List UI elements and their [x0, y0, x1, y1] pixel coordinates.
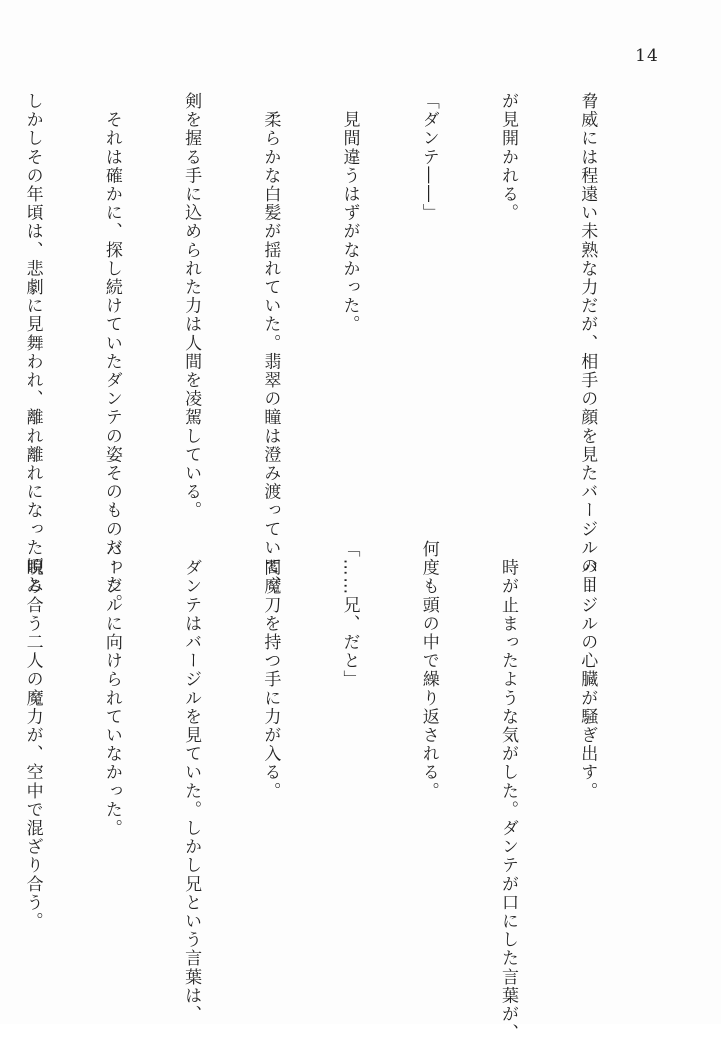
text-line: 見間違うはずがなかった。 — [339, 92, 360, 334]
vertical-text-block-top — [0, 92, 653, 613]
text-line: 剣を握る手に込められた力は人間を凌駕している。 — [181, 92, 202, 520]
text-line: ダンテはバージルを見ていた。しかし兄という言葉は、 — [181, 540, 202, 1024]
text-line: 「ダンテ――」 — [418, 92, 439, 223]
text-line: が見開かれる。 — [497, 92, 518, 223]
page-number: 14 — [635, 46, 659, 66]
text-line: バージルの心臓が騒ぎ出す。 — [577, 540, 598, 801]
text-line: 時が止まったような気がした。ダンテが口にした言葉が、 — [497, 540, 518, 1042]
text-line: 「……兄、だと」 — [339, 540, 360, 689]
text-line: バージルに向けられていなかった。 — [101, 540, 122, 838]
text-line: しかしその年頃は、悲劇に見舞われ、離れ離れになった頃と — [22, 92, 43, 595]
text-line: 睨み合う二人の魔力が、空中で混ざり合う。 — [22, 540, 43, 931]
text-line: 脅威には程遠い未熟な力だが、相手の顔を見たバージルの目 — [577, 92, 598, 595]
vertical-text-block-bottom — [0, 540, 653, 1042]
text-line: それは確かに、探し続けていたダンテの姿そのものだった。 — [101, 92, 122, 613]
text-line: 柔らかな白髪が揺れていた。翡翠の瞳は澄み渡っていて、 — [260, 92, 281, 595]
text-line: 閻魔刀を持つ手に力が入る。 — [260, 540, 281, 801]
text-line: 何度も頭の中で繰り返される。 — [418, 540, 439, 801]
